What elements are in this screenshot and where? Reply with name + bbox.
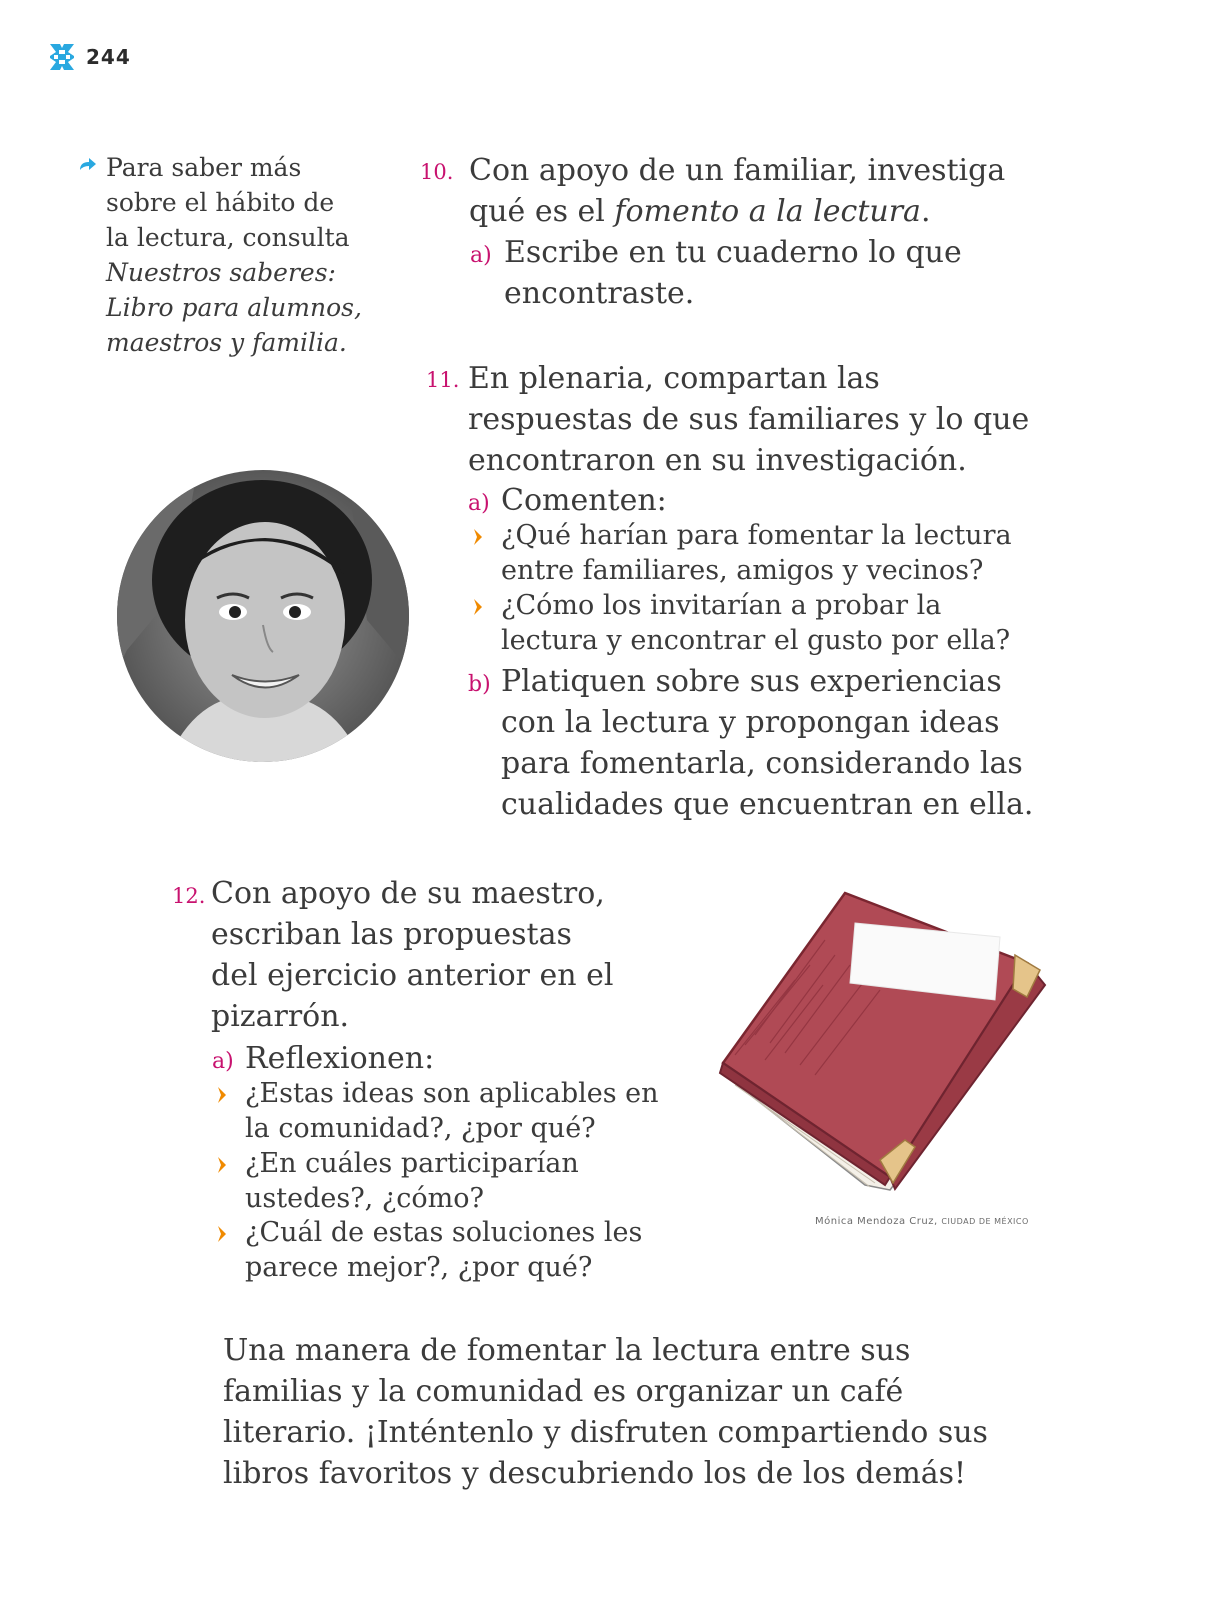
bullet-text: entre familiares, amigos y vecinos? [501,555,984,586]
sub-text: Comenten: [501,483,667,518]
page-number: 244 [86,45,131,69]
sub-text: para fomentarla, considerando las [501,746,1023,781]
book-title-line: Nuestros saberes: [106,258,336,287]
sub-label: a) [212,1049,234,1074]
credit-name: Mónica Mendoza Cruz, [815,1216,938,1227]
sub-text: Escribe en tu cuaderno lo que [504,235,962,270]
question-text: Con apoyo de un familiar, investiga [469,153,1006,188]
side-note-line: Para saber más [106,153,302,182]
text-fragment: . [920,194,931,229]
page-header [48,42,131,72]
bullet-icon [473,528,483,546]
side-note [78,150,398,360]
bullet-text: ustedes?, ¿cómo? [245,1183,485,1214]
bullet-text: ¿Qué harían para fomentar la lectura [501,520,1012,551]
paragraph-line: literario. ¡Inténtenlo y disfruten compartiendo sus [223,1415,988,1450]
italic-term: fomento a la lectura [614,194,921,229]
bullet-text: parece mejor?, ¿por qué? [245,1252,593,1283]
illustration-credit [815,1216,1029,1227]
girl-photo [117,470,409,762]
bullet-text: la comunidad?, ¿por qué? [245,1113,596,1144]
text-fragment: qué es el [469,194,615,229]
sub-text: encontraste. [504,276,695,311]
sub-text: cualidades que encuentran en ella. [501,787,1034,822]
paragraph-line: familias y la comunidad es organizar un café [223,1374,904,1409]
sub-text: con la lectura y propongan ideas [501,705,1000,740]
bullet-text: ¿En cuáles participarían [245,1148,579,1179]
question-number: 10. [420,160,454,184]
question-text: pizarrón. [211,999,350,1034]
question-text: del ejercicio anterior en el [211,958,614,993]
credit-place: CIUDAD DE MÉXICO [941,1217,1029,1226]
sub-label: a) [468,491,490,516]
question-text: En plenaria, compartan las [468,361,880,396]
book-title-line: Libro para alumnos, [106,293,362,322]
bullet-icon [217,1225,227,1243]
side-note-line: sobre el hábito de [106,188,335,217]
side-note-line: la lectura, consulta [106,223,350,252]
arrow-right-icon [78,154,98,174]
question-text: escriban las propuestas [211,917,572,952]
sub-label: a) [470,243,492,268]
bullet-text: ¿Estas ideas son aplicables en [245,1078,659,1109]
question-text: encontraron en su investigación. [468,443,967,478]
bullet-icon [217,1156,227,1174]
sub-label: b) [468,672,491,697]
question-text: respuestas de sus familiares y lo que [468,402,1030,437]
question-number: 12. [172,884,206,908]
book-title-line: maestros y familia. [106,328,347,357]
bullet-text: lectura y encontrar el gusto por ella? [501,625,1011,656]
question-text [469,191,930,233]
bullet-icon [473,598,483,616]
red-book-illustration [715,885,1055,1205]
bullet-text: ¿Cómo los invitarían a probar la [501,590,942,621]
paragraph-line: Una manera de fomentar la lectura entre sus [223,1333,911,1368]
bullet-icon [217,1086,227,1104]
sub-text: Reflexionen: [245,1041,435,1076]
sub-text: Platiquen sobre sus experiencias [501,664,1002,699]
paragraph-line: libros favoritos y descubriendo los de los demás! [223,1456,967,1491]
bullet-text: ¿Cuál de estas soluciones les [245,1217,643,1248]
question-number: 11. [426,368,460,392]
question-text: Con apoyo de su maestro, [211,876,605,911]
closing-paragraph [223,1330,1023,1494]
logo-icon [48,42,76,72]
